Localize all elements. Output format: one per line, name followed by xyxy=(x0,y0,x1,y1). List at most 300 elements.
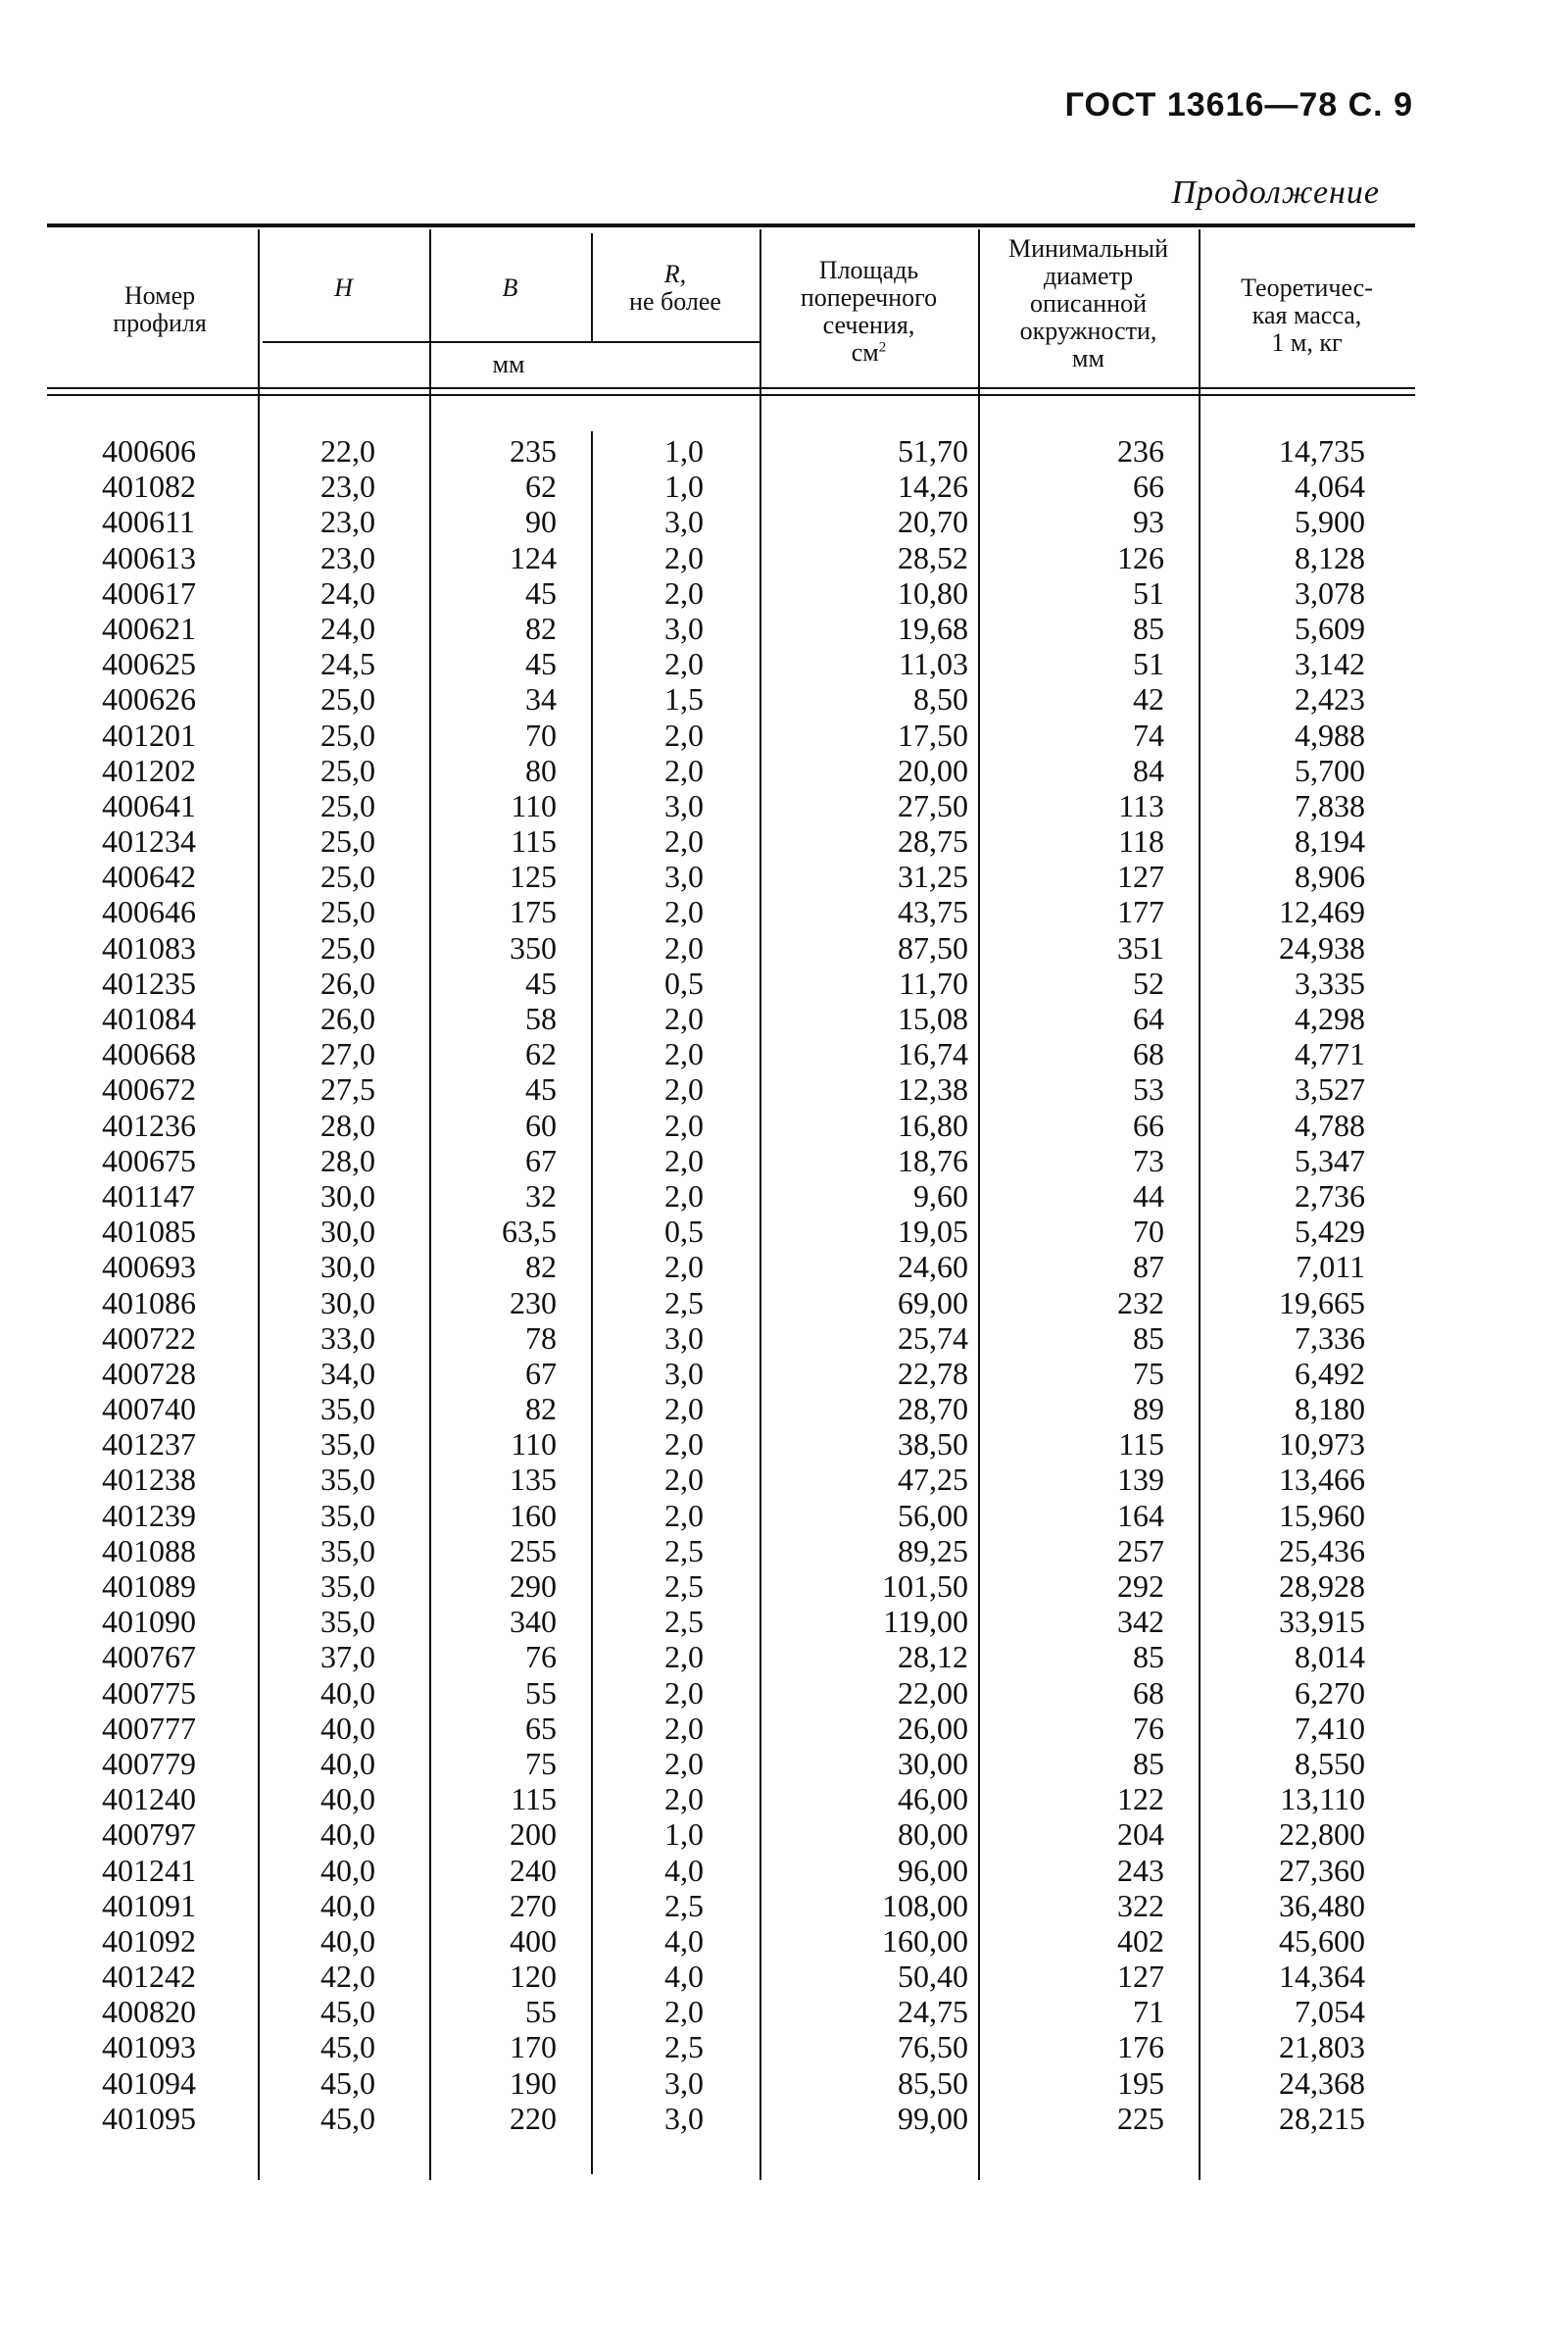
radius-r-cell: 4,0 xyxy=(664,1852,704,1888)
mass-cell: 5,700 xyxy=(1295,752,1365,788)
table-row xyxy=(47,1036,1415,1071)
min-diameter-cell: 204 xyxy=(1117,1816,1164,1853)
height-h-cell: 35,0 xyxy=(320,1604,375,1640)
header-number: Номер профиля xyxy=(113,281,207,337)
width-b-cell: 110 xyxy=(511,1426,557,1463)
min-diameter-cell: 127 xyxy=(1117,1959,1164,1995)
area-cell: 22,00 xyxy=(898,1674,968,1711)
continuation-label: Продолжение xyxy=(1171,174,1380,211)
profile-number-cell: 400728 xyxy=(102,1355,196,1391)
width-b-cell: 75 xyxy=(525,1745,557,1781)
profile-number-cell: 401090 xyxy=(102,1604,196,1640)
table-row xyxy=(47,2101,1415,2136)
height-h-cell: 34,0 xyxy=(320,1355,375,1391)
profile-number-cell: 400613 xyxy=(102,539,196,575)
radius-r-cell: 2,0 xyxy=(664,1426,704,1463)
radius-r-cell: 3,0 xyxy=(664,2064,704,2101)
mass-cell: 7,410 xyxy=(1295,1710,1365,1746)
area-cell: 80,00 xyxy=(898,1816,968,1853)
min-diameter-cell: 64 xyxy=(1133,1001,1164,1036)
table-row xyxy=(47,966,1415,1001)
radius-r-cell: 1,0 xyxy=(664,433,704,469)
profile-number-cell: 401147 xyxy=(102,1177,195,1214)
width-b-cell: 340 xyxy=(510,1604,557,1640)
min-diameter-cell: 84 xyxy=(1133,752,1164,788)
mass-cell: 8,194 xyxy=(1295,823,1365,860)
height-h-cell: 28,0 xyxy=(320,1107,375,1143)
mass-cell: 4,988 xyxy=(1295,717,1365,753)
mass-cell: 5,900 xyxy=(1295,504,1365,540)
mass-cell: 22,800 xyxy=(1279,1816,1365,1853)
radius-r-cell: 1,0 xyxy=(664,1816,704,1853)
radius-r-cell: 2,0 xyxy=(664,574,704,611)
radius-r-cell: 2,0 xyxy=(664,823,704,860)
profile-number-cell: 400779 xyxy=(102,1745,196,1781)
table-row xyxy=(47,1356,1415,1391)
table-row xyxy=(47,504,1415,539)
profile-number-cell: 400777 xyxy=(102,1710,196,1746)
table-row xyxy=(47,540,1415,575)
area-cell: 56,00 xyxy=(898,1497,968,1533)
header-area: Площадь поперечного сечения, $см^2$ xyxy=(800,256,938,367)
mass-cell: 10,973 xyxy=(1279,1426,1365,1463)
height-h-cell: 45,0 xyxy=(320,2100,375,2136)
mass-cell: 8,014 xyxy=(1295,1639,1365,1675)
profile-number-cell: 401091 xyxy=(102,1887,196,1923)
height-h-cell: 40,0 xyxy=(320,1674,375,1711)
height-h-cell: 40,0 xyxy=(320,1852,375,1888)
min-diameter-cell: 75 xyxy=(1133,1355,1164,1391)
min-diameter-cell: 87 xyxy=(1133,1249,1164,1285)
min-diameter-cell: 164 xyxy=(1117,1497,1164,1533)
min-diameter-cell: 122 xyxy=(1117,1781,1164,1817)
profile-number-cell: 400626 xyxy=(102,681,196,718)
area-cell: 24,75 xyxy=(898,1994,968,2030)
profile-number-cell: 401240 xyxy=(102,1781,196,1817)
table-row xyxy=(47,1391,1415,1426)
height-h-cell: 27,5 xyxy=(320,1071,375,1108)
profile-number-cell: 400722 xyxy=(102,1319,196,1356)
height-h-cell: 30,0 xyxy=(320,1249,375,1285)
table-row xyxy=(47,1462,1415,1497)
width-b-cell: 240 xyxy=(510,1852,557,1888)
height-h-cell: 28,0 xyxy=(320,1142,375,1178)
width-b-cell: 160 xyxy=(510,1497,557,1533)
mass-cell: 5,609 xyxy=(1295,610,1365,646)
radius-r-cell: 2,0 xyxy=(664,1071,704,1108)
min-diameter-cell: 52 xyxy=(1133,965,1164,1001)
width-b-cell: 65 xyxy=(525,1710,557,1746)
table-row xyxy=(47,1746,1415,1781)
area-cell: 43,75 xyxy=(898,894,968,930)
min-diameter-cell: 44 xyxy=(1133,1177,1164,1214)
width-b-cell: 55 xyxy=(525,1994,557,2030)
width-b-cell: 110 xyxy=(511,787,557,823)
profile-number-cell: 401086 xyxy=(102,1284,196,1320)
width-b-cell: 135 xyxy=(510,1462,557,1498)
min-diameter-cell: 85 xyxy=(1133,1639,1164,1675)
min-diameter-cell: 176 xyxy=(1117,2029,1164,2065)
radius-r-cell: 2,0 xyxy=(664,1391,704,1427)
mass-cell: 4,788 xyxy=(1295,1107,1365,1143)
profile-number-cell: 400797 xyxy=(102,1816,196,1853)
width-b-cell: 63,5 xyxy=(502,1214,557,1250)
height-h-cell: 25,0 xyxy=(320,787,375,823)
min-diameter-cell: 85 xyxy=(1133,1745,1164,1781)
height-h-cell: 40,0 xyxy=(320,1887,375,1923)
mass-cell: 7,011 xyxy=(1296,1249,1365,1285)
min-diameter-cell: 113 xyxy=(1118,787,1164,823)
radius-r-cell: 2,0 xyxy=(664,894,704,930)
radius-r-cell: 2,0 xyxy=(664,1107,704,1143)
area-cell: 27,50 xyxy=(898,787,968,823)
table-row xyxy=(47,1711,1415,1746)
radius-r-cell: 2,0 xyxy=(664,1001,704,1036)
height-h-cell: 40,0 xyxy=(320,1816,375,1853)
radius-r-cell: 2,5 xyxy=(664,1604,704,1640)
height-h-cell: 23,0 xyxy=(320,504,375,540)
mass-cell: 45,600 xyxy=(1279,1922,1365,1959)
area-cell: 89,25 xyxy=(898,1532,968,1568)
mass-cell: 13,110 xyxy=(1280,1781,1365,1817)
area-cell: 19,05 xyxy=(898,1214,968,1250)
min-diameter-cell: 195 xyxy=(1117,2064,1164,2101)
width-b-cell: 78 xyxy=(525,1319,557,1356)
min-diameter-cell: 73 xyxy=(1133,1142,1164,1178)
min-diameter-cell: 85 xyxy=(1133,610,1164,646)
mass-cell: 15,960 xyxy=(1279,1497,1365,1533)
area-cell: 9,60 xyxy=(913,1177,968,1214)
profile-number-cell: 400672 xyxy=(102,1071,196,1108)
min-diameter-cell: 51 xyxy=(1133,646,1164,682)
header-mass: Теоретичес- кая масса, 1 м, кг xyxy=(1241,273,1373,357)
area-cell: 28,52 xyxy=(898,539,968,575)
height-h-cell: 26,0 xyxy=(320,965,375,1001)
area-cell: 11,03 xyxy=(899,646,968,682)
area-cell: 28,12 xyxy=(898,1639,968,1675)
height-h-cell: 35,0 xyxy=(320,1497,375,1533)
mass-cell: 13,466 xyxy=(1279,1462,1365,1498)
height-h-cell: 42,0 xyxy=(320,1959,375,1995)
area-cell: 46,00 xyxy=(898,1781,968,1817)
table-row xyxy=(47,575,1415,611)
profile-number-cell: 400625 xyxy=(102,646,196,682)
min-diameter-cell: 42 xyxy=(1133,681,1164,718)
width-b-cell: 200 xyxy=(510,1816,557,1853)
profile-number-cell: 400606 xyxy=(102,433,196,469)
table-row xyxy=(47,1816,1415,1852)
profile-number-cell: 401084 xyxy=(102,1001,196,1036)
mass-cell: 28,215 xyxy=(1279,2100,1365,2136)
header-r: R, не более xyxy=(629,260,721,316)
area-cell: 20,00 xyxy=(898,752,968,788)
radius-r-cell: 3,0 xyxy=(664,610,704,646)
area-cell: 16,74 xyxy=(898,1036,968,1072)
mass-cell: 2,736 xyxy=(1295,1177,1365,1214)
area-cell: 30,00 xyxy=(898,1745,968,1781)
area-cell: 14,26 xyxy=(898,469,968,505)
min-diameter-cell: 257 xyxy=(1117,1532,1164,1568)
profile-number-cell: 401083 xyxy=(102,929,196,966)
min-diameter-cell: 70 xyxy=(1133,1214,1164,1250)
radius-r-cell: 2,0 xyxy=(664,752,704,788)
mass-cell: 8,906 xyxy=(1295,859,1365,895)
mass-cell: 24,368 xyxy=(1279,2064,1365,2101)
table-top-rule xyxy=(47,223,1415,227)
min-diameter-cell: 71 xyxy=(1133,1994,1164,2030)
area-cell: 69,00 xyxy=(898,1284,968,1320)
radius-r-cell: 2,0 xyxy=(664,1639,704,1675)
min-diameter-cell: 322 xyxy=(1117,1887,1164,1923)
table-row xyxy=(47,1214,1415,1249)
header-units: мм xyxy=(492,350,525,378)
width-b-cell: 62 xyxy=(525,469,557,505)
mass-cell: 8,128 xyxy=(1295,539,1365,575)
profile-number-cell: 400675 xyxy=(102,1142,196,1178)
height-h-cell: 45,0 xyxy=(320,2029,375,2065)
width-b-cell: 55 xyxy=(525,1674,557,1711)
header-double-rule xyxy=(47,387,1415,396)
table-row xyxy=(47,433,1415,469)
min-diameter-cell: 351 xyxy=(1117,929,1164,966)
height-h-cell: 40,0 xyxy=(320,1710,375,1746)
height-h-cell: 25,0 xyxy=(320,929,375,966)
width-b-cell: 115 xyxy=(511,823,557,860)
table-row xyxy=(47,1675,1415,1711)
radius-r-cell: 2,0 xyxy=(664,1994,704,2030)
height-h-cell: 23,0 xyxy=(320,539,375,575)
radius-r-cell: 2,0 xyxy=(664,539,704,575)
width-b-cell: 82 xyxy=(525,1391,557,1427)
radius-r-cell: 3,0 xyxy=(664,1319,704,1356)
area-cell: 51,70 xyxy=(898,433,968,469)
mass-cell: 24,938 xyxy=(1279,929,1365,966)
area-cell: 108,00 xyxy=(882,1887,968,1923)
height-h-cell: 35,0 xyxy=(320,1568,375,1604)
width-b-cell: 67 xyxy=(525,1355,557,1391)
radius-r-cell: 3,0 xyxy=(664,1355,704,1391)
profile-number-cell: 400820 xyxy=(102,1994,196,2030)
radius-r-cell: 3,0 xyxy=(664,859,704,895)
min-diameter-cell: 127 xyxy=(1117,859,1164,895)
table-row xyxy=(47,1498,1415,1533)
width-b-cell: 45 xyxy=(525,965,557,1001)
radius-r-cell: 2,5 xyxy=(664,1887,704,1923)
area-cell: 16,80 xyxy=(898,1107,968,1143)
height-h-cell: 25,0 xyxy=(320,859,375,895)
width-b-cell: 230 xyxy=(510,1284,557,1320)
height-h-cell: 22,0 xyxy=(320,433,375,469)
min-diameter-cell: 93 xyxy=(1133,504,1164,540)
table-row xyxy=(47,2029,1415,2064)
radius-r-cell: 1,0 xyxy=(664,469,704,505)
width-b-cell: 67 xyxy=(525,1142,557,1178)
min-diameter-cell: 177 xyxy=(1117,894,1164,930)
width-b-cell: 70 xyxy=(525,717,557,753)
table-row xyxy=(47,1853,1415,1888)
height-h-cell: 30,0 xyxy=(320,1214,375,1250)
table-row xyxy=(47,1781,1415,1816)
height-h-cell: 33,0 xyxy=(320,1319,375,1356)
area-cell: 31,25 xyxy=(898,859,968,895)
radius-r-cell: 2,0 xyxy=(664,646,704,682)
profiles-table xyxy=(47,223,1415,2184)
width-b-cell: 90 xyxy=(525,504,557,540)
area-cell: 25,74 xyxy=(898,1319,968,1356)
mass-cell: 25,436 xyxy=(1279,1532,1365,1568)
radius-r-cell: 4,0 xyxy=(664,1922,704,1959)
profile-number-cell: 400646 xyxy=(102,894,196,930)
table-row xyxy=(47,1071,1415,1107)
radius-r-cell: 3,0 xyxy=(664,2100,704,2136)
height-h-cell: 35,0 xyxy=(320,1426,375,1463)
mass-cell: 36,480 xyxy=(1279,1887,1365,1923)
mass-cell: 7,336 xyxy=(1295,1319,1365,1356)
area-cell: 38,50 xyxy=(898,1426,968,1463)
table-row xyxy=(47,1178,1415,1214)
profile-number-cell: 401237 xyxy=(102,1426,196,1463)
radius-r-cell: 3,0 xyxy=(664,504,704,540)
area-cell: 160,00 xyxy=(882,1922,968,1959)
table-row xyxy=(47,894,1415,929)
mass-cell: 7,838 xyxy=(1295,787,1365,823)
mass-cell: 14,364 xyxy=(1279,1959,1365,1995)
min-diameter-cell: 85 xyxy=(1133,1319,1164,1356)
area-cell: 12,38 xyxy=(898,1071,968,1108)
table-row xyxy=(47,1143,1415,1178)
height-h-cell: 40,0 xyxy=(320,1922,375,1959)
height-h-cell: 24,5 xyxy=(320,646,375,682)
profile-number-cell: 400693 xyxy=(102,1249,196,1285)
min-diameter-cell: 68 xyxy=(1133,1036,1164,1072)
mass-cell: 3,335 xyxy=(1295,965,1365,1001)
profile-number-cell: 401202 xyxy=(102,752,196,788)
width-b-cell: 235 xyxy=(510,433,557,469)
width-b-cell: 45 xyxy=(525,1071,557,1108)
radius-r-cell: 2,0 xyxy=(664,1142,704,1178)
header-b: B xyxy=(502,273,518,302)
width-b-cell: 290 xyxy=(510,1568,557,1604)
mass-cell: 3,142 xyxy=(1295,646,1365,682)
profile-number-cell: 401095 xyxy=(102,2100,196,2136)
table-row xyxy=(47,646,1415,681)
mass-cell: 21,803 xyxy=(1279,2029,1365,2065)
mass-cell: 4,771 xyxy=(1295,1036,1365,1072)
width-b-cell: 45 xyxy=(525,574,557,611)
min-diameter-cell: 236 xyxy=(1117,433,1164,469)
min-diameter-cell: 53 xyxy=(1133,1071,1164,1108)
radius-r-cell: 2,0 xyxy=(664,929,704,966)
profile-number-cell: 400767 xyxy=(102,1639,196,1675)
area-cell: 24,60 xyxy=(898,1249,968,1285)
width-b-cell: 255 xyxy=(510,1532,557,1568)
table-row xyxy=(47,681,1415,717)
width-b-cell: 32 xyxy=(525,1177,557,1214)
radius-r-cell: 2,5 xyxy=(664,1284,704,1320)
height-h-cell: 25,0 xyxy=(320,823,375,860)
height-h-cell: 40,0 xyxy=(320,1745,375,1781)
height-h-cell: 25,0 xyxy=(320,894,375,930)
area-cell: 11,70 xyxy=(899,965,968,1001)
width-b-cell: 125 xyxy=(510,859,557,895)
area-cell: 10,80 xyxy=(898,574,968,611)
mass-cell: 3,078 xyxy=(1295,574,1365,611)
table-row xyxy=(47,1994,1415,2029)
min-diameter-cell: 402 xyxy=(1117,1922,1164,1959)
radius-r-cell: 2,0 xyxy=(664,717,704,753)
mass-cell: 14,735 xyxy=(1279,433,1365,469)
profile-number-cell: 401242 xyxy=(102,1959,196,1995)
height-h-cell: 30,0 xyxy=(320,1284,375,1320)
radius-r-cell: 2,0 xyxy=(664,1781,704,1817)
mass-cell: 19,665 xyxy=(1279,1284,1365,1320)
radius-r-cell: 2,0 xyxy=(664,1177,704,1214)
width-b-cell: 115 xyxy=(511,1781,557,1817)
area-cell: 119,00 xyxy=(883,1604,968,1640)
profile-number-cell: 401201 xyxy=(102,717,196,753)
table-row xyxy=(47,930,1415,966)
profile-number-cell: 400668 xyxy=(102,1036,196,1072)
width-b-cell: 62 xyxy=(525,1036,557,1072)
radius-r-cell: 2,5 xyxy=(664,2029,704,2065)
height-h-cell: 27,0 xyxy=(320,1036,375,1072)
area-cell: 28,75 xyxy=(898,823,968,860)
table-row xyxy=(47,1249,1415,1284)
width-b-cell: 350 xyxy=(510,929,557,966)
mass-cell: 2,423 xyxy=(1295,681,1365,718)
min-diameter-cell: 89 xyxy=(1133,1391,1164,1427)
header-diameter: Минимальный диаметр описанной окружности, мм xyxy=(1007,234,1169,372)
profile-number-cell: 401241 xyxy=(102,1852,196,1888)
table-row xyxy=(47,1001,1415,1036)
radius-r-cell: 4,0 xyxy=(664,1959,704,1995)
mass-cell: 28,928 xyxy=(1279,1568,1365,1604)
table-row xyxy=(47,718,1415,753)
mass-cell: 8,180 xyxy=(1295,1391,1365,1427)
width-b-cell: 60 xyxy=(525,1107,557,1143)
height-h-cell: 25,0 xyxy=(320,717,375,753)
radius-r-cell: 2,0 xyxy=(664,1462,704,1498)
profile-number-cell: 401234 xyxy=(102,823,196,860)
height-h-cell: 24,0 xyxy=(320,610,375,646)
table-row xyxy=(47,1320,1415,1356)
min-diameter-cell: 115 xyxy=(1118,1426,1164,1463)
area-cell: 8,50 xyxy=(913,681,968,718)
width-b-cell: 82 xyxy=(525,610,557,646)
min-diameter-cell: 74 xyxy=(1133,717,1164,753)
height-h-cell: 24,0 xyxy=(320,574,375,611)
width-b-cell: 175 xyxy=(510,894,557,930)
area-cell: 20,70 xyxy=(898,504,968,540)
height-h-cell: 23,0 xyxy=(320,469,375,505)
profile-number-cell: 401085 xyxy=(102,1214,196,1250)
min-diameter-cell: 66 xyxy=(1133,1107,1164,1143)
min-diameter-cell: 225 xyxy=(1117,2100,1164,2136)
profile-number-cell: 401088 xyxy=(102,1532,196,1568)
height-h-cell: 35,0 xyxy=(320,1532,375,1568)
table-body xyxy=(47,433,1415,2136)
height-h-cell: 25,0 xyxy=(320,752,375,788)
min-diameter-cell: 66 xyxy=(1133,469,1164,505)
table-row xyxy=(47,1959,1415,1994)
height-h-cell: 40,0 xyxy=(320,1781,375,1817)
table-row xyxy=(47,1639,1415,1674)
min-diameter-cell: 342 xyxy=(1117,1604,1164,1640)
table-row xyxy=(47,1533,1415,1568)
radius-r-cell: 2,0 xyxy=(664,1249,704,1285)
radius-r-cell: 2,0 xyxy=(664,1710,704,1746)
width-b-cell: 58 xyxy=(525,1001,557,1036)
